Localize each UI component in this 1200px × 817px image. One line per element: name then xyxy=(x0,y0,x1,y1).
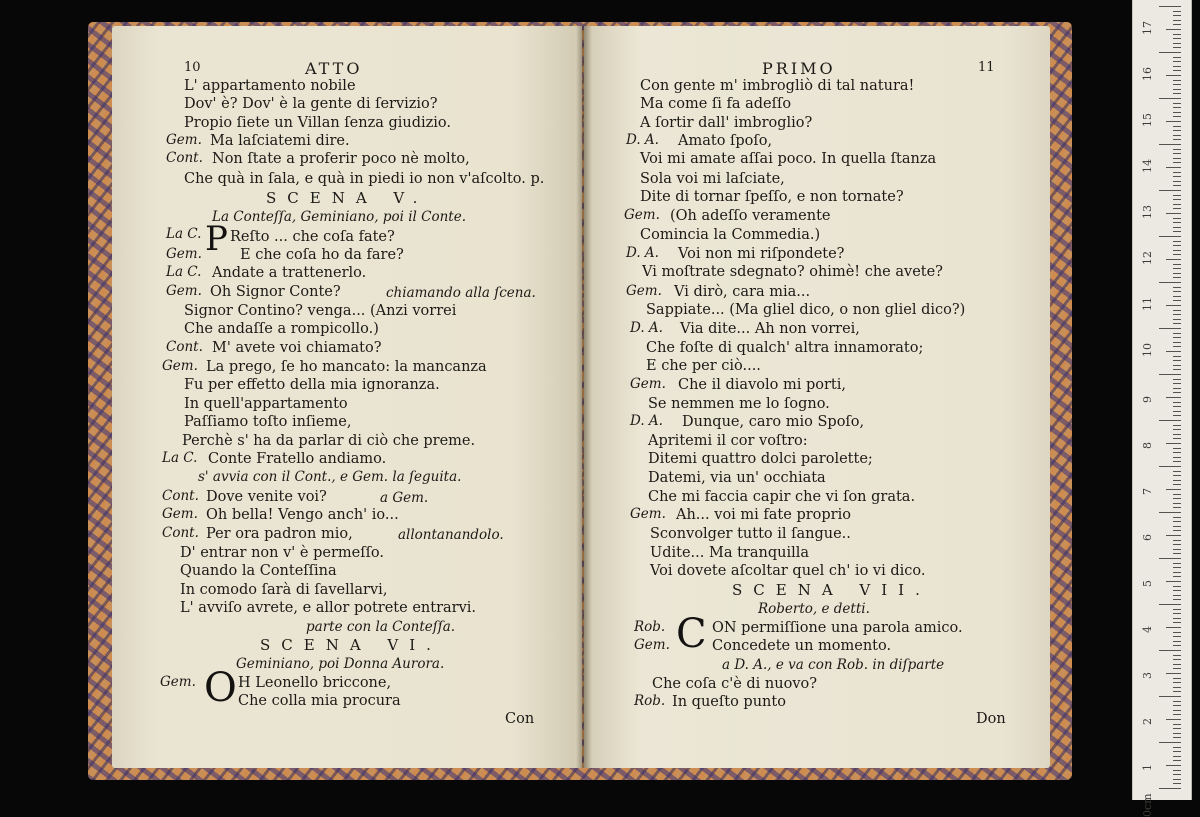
left-stage-direction: s' avvia con il Cont., e Gem. la ſeguita. xyxy=(198,469,462,485)
ruler-tick xyxy=(1173,737,1181,738)
ruler-label: 8 xyxy=(1141,442,1154,449)
right-stage-direction: a D. A., e va con Rob. in diſparte xyxy=(722,657,945,673)
ruler-tick xyxy=(1159,190,1181,191)
ruler-tick xyxy=(1173,268,1181,269)
ruler-tick xyxy=(1173,61,1181,62)
right-line: Amato ſpoſo, xyxy=(678,133,773,149)
left-page-number: 10 xyxy=(184,60,201,75)
right-line: Dunque, caro mio Spoſo, xyxy=(682,414,865,430)
right-speaker: Gem. xyxy=(634,637,670,653)
ruler-tick xyxy=(1173,360,1181,361)
left-line: Quando la Conteſſina xyxy=(180,563,337,579)
ruler-tick xyxy=(1173,783,1181,784)
ruler-tick xyxy=(1173,38,1181,39)
ruler-tick xyxy=(1173,691,1181,692)
ruler-tick xyxy=(1159,650,1181,651)
ruler-tick xyxy=(1173,139,1181,140)
ruler-tick xyxy=(1173,613,1181,614)
ruler-tick xyxy=(1173,475,1181,476)
ruler-tick xyxy=(1173,195,1181,196)
ruler-tick xyxy=(1173,563,1181,564)
right-line: Sola voi mi laſciate, xyxy=(640,171,785,187)
drop-cap-c: C xyxy=(676,611,707,657)
left-speaker: La C. xyxy=(166,264,202,280)
left-line: In quell'appartamento xyxy=(184,396,348,412)
ruler-tick xyxy=(1173,107,1181,108)
ruler-tick xyxy=(1173,595,1181,596)
ruler-label: 15 xyxy=(1141,113,1154,127)
ruler-tick xyxy=(1173,135,1181,136)
ruler-tick xyxy=(1173,287,1181,288)
left-scene-heading: SCENA VI. xyxy=(260,636,442,654)
ruler-tick xyxy=(1173,751,1181,752)
right-speaker: Rob. xyxy=(634,619,666,635)
left-line: L' appartamento nobile xyxy=(184,78,356,94)
ruler-tick xyxy=(1173,310,1181,311)
right-line: Che mi faccia capir che vi ſon grata. xyxy=(648,489,916,505)
ruler-label: 4 xyxy=(1141,626,1154,633)
ruler-tick xyxy=(1166,213,1181,214)
ruler-tick xyxy=(1173,20,1181,21)
ruler-tick xyxy=(1173,632,1181,633)
left-stage-direction: allontanandolo. xyxy=(398,527,504,543)
ruler-tick xyxy=(1173,728,1181,729)
right-line: Concedete un momento. xyxy=(712,638,892,654)
ruler-tick xyxy=(1173,406,1181,407)
ruler-tick xyxy=(1166,167,1181,168)
right-line: Ditemi quattro dolci parolette; xyxy=(648,451,873,467)
ruler-tick xyxy=(1173,158,1181,159)
ruler-tick xyxy=(1173,687,1181,688)
ruler-tick xyxy=(1173,264,1181,265)
left-line: Oh bella! Vengo anch' io... xyxy=(206,507,399,523)
ruler-tick xyxy=(1173,655,1181,656)
ruler-tick xyxy=(1166,29,1181,30)
ruler-tick xyxy=(1173,530,1181,531)
ruler-tick xyxy=(1173,208,1181,209)
ruler-tick xyxy=(1173,733,1181,734)
ruler-tick xyxy=(1173,47,1181,48)
left-stage-direction: a Gem. xyxy=(380,490,429,506)
measuring-ruler xyxy=(1132,0,1192,817)
ruler-label: 5 xyxy=(1141,580,1154,587)
ruler-tick xyxy=(1159,742,1181,743)
right-line: E che per ciò.... xyxy=(646,358,761,374)
left-line: Per ora padron mio, xyxy=(206,526,353,542)
ruler-tick xyxy=(1173,714,1181,715)
ruler-tick xyxy=(1173,507,1181,508)
left-speaker: Gem. xyxy=(160,674,196,690)
ruler-tick xyxy=(1159,374,1181,375)
left-speaker: Gem. xyxy=(166,132,202,148)
ruler-tick xyxy=(1173,116,1181,117)
left-line: Che andaſſe a rompicollo.) xyxy=(184,321,379,337)
ruler-tick xyxy=(1159,52,1181,53)
ruler-tick xyxy=(1166,443,1181,444)
drop-cap-o: O xyxy=(204,665,237,711)
ruler-tick xyxy=(1173,549,1181,550)
ruler-tick xyxy=(1173,448,1181,449)
ruler-tick xyxy=(1173,80,1181,81)
right-speaker: Gem. xyxy=(630,376,666,392)
right-speaker: D. A. xyxy=(630,320,663,336)
left-line: M' avete voi chiamato? xyxy=(212,340,382,356)
ruler-tick xyxy=(1173,199,1181,200)
ruler-tick xyxy=(1173,218,1181,219)
ruler-label: 16 xyxy=(1141,67,1154,81)
right-stage-direction: Roberto, e detti. xyxy=(758,601,870,617)
right-line: In queſto punto xyxy=(672,694,786,710)
ruler-tick xyxy=(1173,425,1181,426)
ruler-tick xyxy=(1159,604,1181,605)
right-speaker: Gem. xyxy=(624,207,660,223)
ruler-tick xyxy=(1166,673,1181,674)
right-line: Vi dirò, cara mia... xyxy=(674,284,811,300)
ruler-tick xyxy=(1173,24,1181,25)
ruler-tick xyxy=(1173,93,1181,94)
ruler-tick xyxy=(1173,388,1181,389)
right-speaker: D. A. xyxy=(630,413,663,429)
left-line: Reſto ... che coſa fate? xyxy=(230,229,395,245)
right-speaker: D. A. xyxy=(626,245,659,261)
ruler-tick xyxy=(1173,553,1181,554)
ruler-tick xyxy=(1173,609,1181,610)
right-line: Che coſa c'è di nuovo? xyxy=(652,676,818,692)
left-line: Propio ſiete un Villan ſenza giudizio. xyxy=(184,115,452,131)
ruler-tick xyxy=(1173,254,1181,255)
ruler-label: 9 xyxy=(1141,396,1154,403)
ruler-label: 10 xyxy=(1141,343,1154,357)
ruler-label: 2 xyxy=(1141,718,1154,725)
right-running-header: PRIMO xyxy=(762,59,836,78)
ruler-tick xyxy=(1173,277,1181,278)
ruler-tick xyxy=(1173,544,1181,545)
right-line: Che il diavolo mi porti, xyxy=(678,377,846,393)
ruler-tick xyxy=(1166,765,1181,766)
left-stage-direction: parte con la Conteſſa. xyxy=(306,619,456,635)
ruler-tick xyxy=(1173,172,1181,173)
ruler-tick xyxy=(1166,75,1181,76)
left-speaker: Cont. xyxy=(162,488,199,504)
left-line: Fu per effetto della mia ignoranza. xyxy=(184,377,440,393)
ruler-tick xyxy=(1173,112,1181,113)
ruler-label: 11 xyxy=(1141,297,1154,311)
left-line: Che colla mia procura xyxy=(238,693,401,709)
left-line: Ma laſciatemi dire. xyxy=(210,133,350,149)
ruler-tick xyxy=(1173,176,1181,177)
right-line: Dite di tornar ſpeſſo, e non tornate? xyxy=(640,189,904,205)
left-stage-direction: La Conteſſa, Geminiano, poi il Conte. xyxy=(212,209,467,225)
ruler-tick xyxy=(1166,627,1181,628)
left-line: Paſſiamo toſto inſieme, xyxy=(184,414,352,430)
drop-cap-p: P xyxy=(205,219,228,259)
left-speaker: Gem. xyxy=(166,283,202,299)
left-speaker: La C. xyxy=(162,450,198,466)
ruler-label: 7 xyxy=(1141,488,1154,495)
right-speaker: D. A. xyxy=(626,132,659,148)
right-line: Comincia la Commedia.) xyxy=(640,227,821,243)
ruler-tick xyxy=(1173,57,1181,58)
left-line: Oh Signor Conte? xyxy=(210,284,341,300)
ruler-tick xyxy=(1173,503,1181,504)
ruler-label: 1 xyxy=(1141,764,1154,771)
ruler-tick xyxy=(1173,162,1181,163)
ruler-tick xyxy=(1173,618,1181,619)
ruler-tick xyxy=(1173,319,1181,320)
ruler-tick xyxy=(1173,103,1181,104)
ruler-tick xyxy=(1173,429,1181,430)
left-speaker: Gem. xyxy=(162,506,198,522)
ruler-tick xyxy=(1173,245,1181,246)
ruler-tick xyxy=(1173,250,1181,251)
ruler-tick xyxy=(1159,788,1181,789)
right-line: Vi moſtrate sdegnato? ohimè! che avete? xyxy=(642,264,943,280)
ruler-tick xyxy=(1173,84,1181,85)
ruler-tick xyxy=(1166,719,1181,720)
ruler-tick xyxy=(1173,346,1181,347)
ruler-tick xyxy=(1173,517,1181,518)
left-speaker: Gem. xyxy=(162,358,198,374)
right-line: (Oh adeſſo veramente xyxy=(670,208,831,224)
ruler-label: 6 xyxy=(1141,534,1154,541)
left-line: In comodo ſarà di ſavellarvi, xyxy=(180,582,388,598)
ruler-label: 0cm xyxy=(1141,793,1154,817)
ruler-tick xyxy=(1173,11,1181,12)
ruler-tick xyxy=(1173,770,1181,771)
ruler-tick xyxy=(1173,659,1181,660)
ruler-tick xyxy=(1173,461,1181,462)
right-line: Sconvolger tutto il ſangue.. xyxy=(650,526,851,542)
left-running-header: ATTO xyxy=(305,59,363,78)
left-line: Dove venite voi? xyxy=(206,489,327,505)
left-speaker: Cont. xyxy=(166,150,203,166)
ruler-tick xyxy=(1173,779,1181,780)
ruler-tick xyxy=(1173,540,1181,541)
left-catchword: Con xyxy=(505,711,535,727)
ruler-tick xyxy=(1173,89,1181,90)
ruler-tick xyxy=(1159,328,1181,329)
ruler-tick xyxy=(1173,296,1181,297)
ruler-tick xyxy=(1173,774,1181,775)
ruler-tick xyxy=(1173,664,1181,665)
ruler-tick xyxy=(1173,438,1181,439)
left-line: D' entrar non v' è permeſſo. xyxy=(180,545,385,561)
ruler-label: 3 xyxy=(1141,672,1154,679)
left-speaker: Cont. xyxy=(166,339,203,355)
left-stage-direction: Geminiano, poi Donna Aurora. xyxy=(236,656,445,672)
ruler-tick xyxy=(1173,756,1181,757)
ruler-tick xyxy=(1166,305,1181,306)
ruler-tick xyxy=(1173,586,1181,587)
ruler-tick xyxy=(1159,236,1181,237)
right-line: Che foſte di qualch' altra innamorato; xyxy=(646,340,924,356)
ruler-tick xyxy=(1173,434,1181,435)
ruler-tick xyxy=(1173,760,1181,761)
ruler-tick xyxy=(1159,512,1181,513)
ruler-tick xyxy=(1173,572,1181,573)
ruler-tick xyxy=(1173,342,1181,343)
ruler-tick xyxy=(1173,567,1181,568)
ruler-tick xyxy=(1173,480,1181,481)
ruler-tick xyxy=(1159,420,1181,421)
ruler-tick xyxy=(1173,337,1181,338)
left-stage-direction: chiamando alla ſcena. xyxy=(386,285,536,301)
ruler-tick xyxy=(1173,185,1181,186)
right-line: Datemi, via un' occhiata xyxy=(648,470,826,486)
ruler-tick xyxy=(1173,590,1181,591)
ruler-tick xyxy=(1173,222,1181,223)
left-speaker: Cont. xyxy=(162,525,199,541)
left-speaker: La C. xyxy=(166,226,202,242)
ruler-tick xyxy=(1173,300,1181,301)
ruler-tick xyxy=(1173,705,1181,706)
ruler-tick xyxy=(1173,645,1181,646)
ruler-tick xyxy=(1159,558,1181,559)
ruler-tick xyxy=(1159,6,1181,7)
ruler-tick xyxy=(1159,466,1181,467)
ruler-tick xyxy=(1166,581,1181,582)
ruler-tick xyxy=(1159,282,1181,283)
ruler-tick xyxy=(1173,130,1181,131)
right-line: Via dite... Ah non vorrei, xyxy=(680,321,860,337)
left-line: Non ſtate a proferir poco nè molto, xyxy=(212,151,470,167)
ruler-tick xyxy=(1166,121,1181,122)
right-line: Voi mi amate aſſai poco. In quella ſtanza xyxy=(640,151,937,167)
ruler-tick xyxy=(1159,696,1181,697)
ruler-tick xyxy=(1173,576,1181,577)
ruler-tick xyxy=(1173,365,1181,366)
ruler-tick xyxy=(1166,535,1181,536)
ruler-tick xyxy=(1173,227,1181,228)
book-gutter xyxy=(576,26,592,768)
left-line: Andate a trattenerlo. xyxy=(212,265,367,281)
ruler-tick xyxy=(1173,526,1181,527)
ruler-tick xyxy=(1173,484,1181,485)
ruler-tick xyxy=(1173,415,1181,416)
ruler-tick xyxy=(1173,231,1181,232)
ruler-tick xyxy=(1173,411,1181,412)
ruler-tick xyxy=(1173,70,1181,71)
right-line: Se nemmen me lo ſogno. xyxy=(648,396,830,412)
ruler-tick xyxy=(1173,43,1181,44)
ruler-tick xyxy=(1173,34,1181,35)
ruler-tick xyxy=(1173,498,1181,499)
left-line: E che coſa ho da fare? xyxy=(240,247,404,263)
ruler-tick xyxy=(1173,668,1181,669)
left-line: Perchè s' ha da parlar di ciò che preme. xyxy=(182,433,476,449)
left-line: Dov' è? Dov' è la gente di ſervizio? xyxy=(184,96,438,112)
ruler-tick xyxy=(1173,521,1181,522)
right-line: Ah... voi mi fate proprio xyxy=(676,507,851,523)
ruler-tick xyxy=(1173,599,1181,600)
right-line: Voi non mi riſpondete? xyxy=(678,246,845,262)
ruler-tick xyxy=(1159,98,1181,99)
ruler-tick xyxy=(1173,641,1181,642)
ruler-tick xyxy=(1173,369,1181,370)
ruler-tick xyxy=(1173,66,1181,67)
right-speaker: Gem. xyxy=(630,506,666,522)
right-page-number: 11 xyxy=(978,60,995,75)
ruler-tick xyxy=(1173,457,1181,458)
right-speaker: Rob. xyxy=(634,693,666,709)
ruler-tick xyxy=(1173,710,1181,711)
right-line: ON permiſſione una parola amico. xyxy=(712,620,963,636)
left-line: L' avviſo avrete, e allor potrete entrarvi. xyxy=(180,600,477,616)
ruler-tick xyxy=(1173,333,1181,334)
ruler-tick xyxy=(1173,323,1181,324)
ruler-tick xyxy=(1166,397,1181,398)
right-line: Con gente m' imbrogliò di tal natura! xyxy=(640,78,915,94)
right-line: Sappiate... (Ma gliel dico, o non gliel dico?) xyxy=(646,302,966,318)
ruler-tick xyxy=(1173,622,1181,623)
ruler-tick xyxy=(1173,149,1181,150)
ruler-label: 12 xyxy=(1141,251,1154,265)
ruler-tick xyxy=(1166,259,1181,260)
ruler-tick xyxy=(1173,494,1181,495)
ruler-tick xyxy=(1173,126,1181,127)
ruler-tick xyxy=(1173,701,1181,702)
ruler-tick xyxy=(1166,351,1181,352)
left-line: La prego, ſe ho mancato: la mancanza xyxy=(206,359,487,375)
right-scene-heading: SCENA VII. xyxy=(732,581,931,599)
ruler-tick xyxy=(1173,314,1181,315)
ruler-tick xyxy=(1173,682,1181,683)
left-scene-heading: SCENA V. xyxy=(266,189,429,207)
ruler-tick xyxy=(1173,402,1181,403)
right-line: Voi dovete aſcoltar quel ch' io vi dico. xyxy=(650,563,926,579)
ruler-tick xyxy=(1173,204,1181,205)
ruler-label: 13 xyxy=(1141,205,1154,219)
ruler-tick xyxy=(1173,379,1181,380)
ruler-tick xyxy=(1166,489,1181,490)
ruler-tick xyxy=(1173,392,1181,393)
ruler-tick xyxy=(1173,15,1181,16)
ruler-tick xyxy=(1173,678,1181,679)
left-line: Signor Contino? venga... (Anzi vorrei xyxy=(184,303,457,319)
left-line: H Leonello briccone, xyxy=(238,675,392,691)
ruler-label: 17 xyxy=(1141,21,1154,35)
left-line: Conte Fratello andiamo. xyxy=(208,451,387,467)
ruler-tick xyxy=(1173,241,1181,242)
right-line: A ſortir dall' imbroglio? xyxy=(640,115,813,131)
ruler-tick xyxy=(1173,636,1181,637)
left-line: Che quà in ſala, e quà in piedi io non v'aſcolto. p. xyxy=(184,171,545,187)
ruler-tick xyxy=(1173,747,1181,748)
ruler-tick xyxy=(1173,291,1181,292)
left-speaker: Gem. xyxy=(166,246,202,262)
ruler-tick xyxy=(1173,273,1181,274)
ruler-tick xyxy=(1173,153,1181,154)
right-line: Ma come ſi fa adeſſo xyxy=(640,96,792,112)
ruler-tick xyxy=(1173,724,1181,725)
ruler-tick xyxy=(1173,452,1181,453)
right-line: Udite... Ma tranquilla xyxy=(650,545,810,561)
ruler-tick xyxy=(1173,181,1181,182)
ruler-label: 14 xyxy=(1141,159,1154,173)
right-speaker: Gem. xyxy=(626,283,662,299)
ruler-tick xyxy=(1173,356,1181,357)
ruler-tick xyxy=(1173,471,1181,472)
ruler-tick xyxy=(1159,144,1181,145)
right-line: Apritemi il cor voſtro: xyxy=(648,433,808,449)
ruler-tick xyxy=(1173,383,1181,384)
right-catchword: Don xyxy=(976,711,1006,727)
